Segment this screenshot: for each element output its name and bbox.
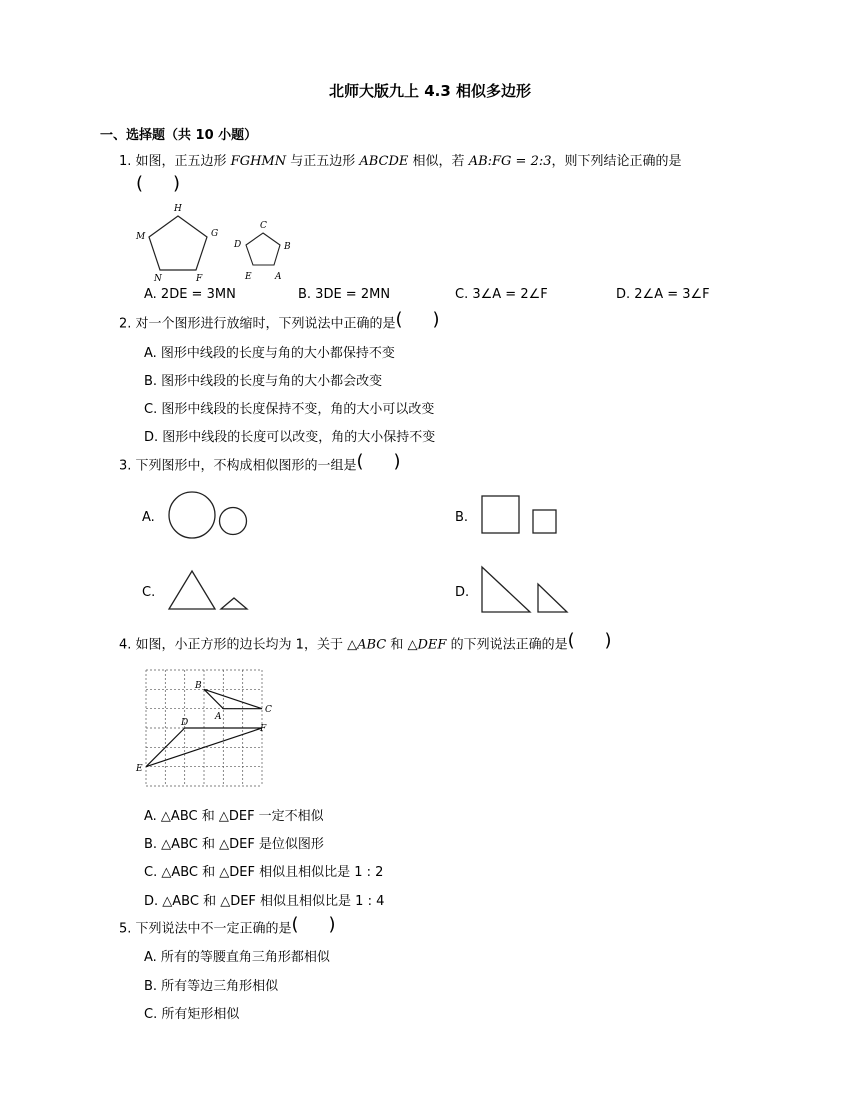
answer-blank xyxy=(136,179,180,198)
q1-option-d[interactable]: D. 2∠A = 3∠F xyxy=(616,287,710,302)
label-N: N xyxy=(154,274,162,284)
question-4-stem: 4. 如图，小正方形的边长均为 1，关于 △ABC 和 △DEF 的下列说法正确的是( ) xyxy=(119,636,612,655)
q3-option-a-label[interactable]: A. xyxy=(142,510,155,525)
q1-option-c[interactable]: C. 3∠A = 2∠F xyxy=(455,287,548,302)
q2-option-b[interactable]: B. 图形中线段的长度与角的大小都会改变 xyxy=(144,374,383,389)
q3-option-c-label[interactable]: C. xyxy=(142,585,156,600)
q5-option-c[interactable]: C. 所有矩形相似 xyxy=(144,1007,240,1022)
large-square xyxy=(482,496,519,533)
q1-option-a[interactable]: A. 2DE = 3MN xyxy=(144,287,236,302)
label-C: C xyxy=(260,221,267,231)
grid-label-F: F xyxy=(260,724,267,734)
q2-option-c[interactable]: C. 图形中线段的长度保持不变，角的大小可以改变 xyxy=(144,402,435,417)
label-F: F xyxy=(196,274,203,284)
question-2-stem: 2. 对一个图形进行放缩时，下列说法中正确的是( ) xyxy=(119,315,440,334)
question-5-stem: 5. 下列说法中不一定正确的是( ) xyxy=(119,920,336,939)
pentagon-abcde xyxy=(246,233,280,265)
q3-option-d-right-triangles xyxy=(478,563,573,615)
grid-label-E: E xyxy=(136,764,143,774)
q4-option-a[interactable]: A. △ABC 和 △DEF 一定不相似 xyxy=(144,809,324,824)
small-circle xyxy=(220,508,247,535)
q4-option-b[interactable]: B. △ABC 和 △DEF 是位似图形 xyxy=(144,837,324,852)
small-square xyxy=(533,510,556,533)
label-B: B xyxy=(284,242,291,252)
grid-label-B: B xyxy=(195,681,202,691)
q3-option-d-label[interactable]: D. xyxy=(455,585,470,600)
q3-option-c-triangles xyxy=(165,567,255,614)
question-1-stem: 1. 如图，正五边形 FGHMN 与正五边形 ABCDE 相似，若 AB:FG = 2:3，则下列结论正确的是 xyxy=(119,154,682,169)
large-right-triangle xyxy=(482,567,530,612)
q4-option-d[interactable]: D. △ABC 和 △DEF 相似且相似比是 1 : 4 xyxy=(144,894,385,909)
small-right-triangle xyxy=(538,584,567,612)
grid-label-A: A xyxy=(215,712,222,722)
question-3-stem: 3. 下列图形中，不构成相似图形的一组是( ) xyxy=(119,457,401,476)
label-G: G xyxy=(211,229,219,239)
q5-option-b[interactable]: B. 所有等边三角形相似 xyxy=(144,979,279,994)
q4-option-c[interactable]: C. △ABC 和 △DEF 相似且相似比是 1 : 2 xyxy=(144,865,384,880)
grid-label-D: D xyxy=(181,718,189,728)
q5-option-a[interactable]: A. 所有的等腰直角三角形都相似 xyxy=(144,950,330,965)
q3-option-b-squares xyxy=(478,492,563,537)
label-D: D xyxy=(234,240,242,250)
q4-grid-figure xyxy=(135,662,280,790)
pentagon-figure xyxy=(130,200,300,285)
large-circle xyxy=(169,492,215,538)
small-triangle xyxy=(221,598,247,609)
triangle-abc xyxy=(204,689,262,708)
q2-option-a[interactable]: A. 图形中线段的长度与角的大小都保持不变 xyxy=(144,346,395,361)
label-A: A xyxy=(275,272,282,282)
q3-option-b-label[interactable]: B. xyxy=(455,510,469,525)
label-M: M xyxy=(136,232,146,242)
q2-option-d[interactable]: D. 图形中线段的长度可以改变，角的大小保持不变 xyxy=(144,430,436,445)
q3-option-a-circles xyxy=(165,490,255,540)
q1-option-b[interactable]: B. 3DE = 2MN xyxy=(298,287,391,302)
grid-label-C: C xyxy=(265,705,272,715)
label-H: H xyxy=(174,204,182,214)
large-triangle xyxy=(169,571,215,609)
label-E: E xyxy=(245,272,252,282)
section-heading: 一、选择题（共 10 小题） xyxy=(100,128,258,143)
page-title: 北师大版九上 4.3 相似多边形 xyxy=(328,82,532,100)
pentagon-fghmn xyxy=(149,216,207,270)
